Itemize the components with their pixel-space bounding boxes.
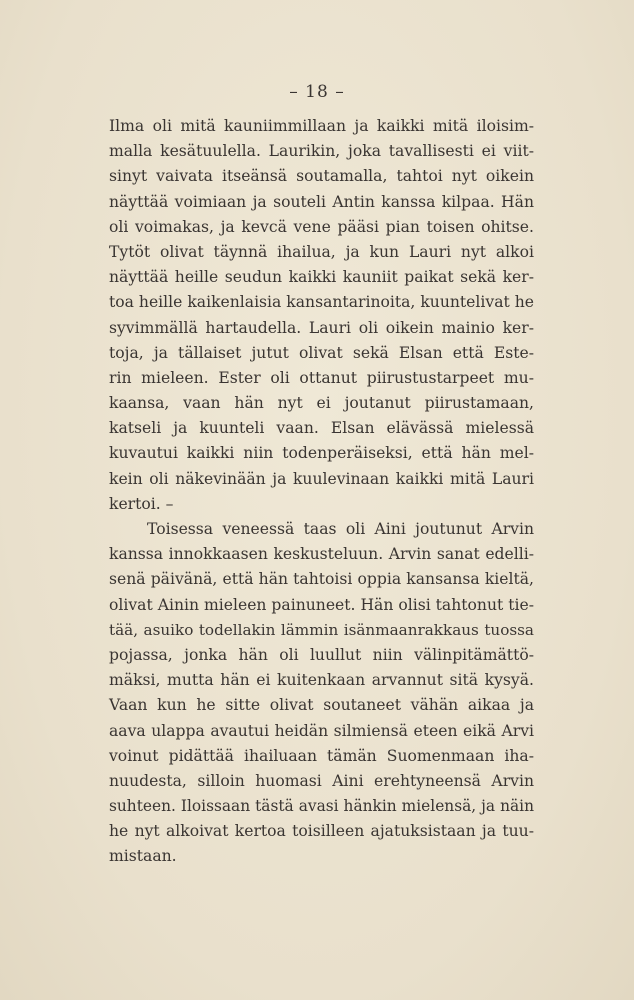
- text-line: Tytöt olivat täynnä ihailua, ja kun Lauri nyt alkoi: [109, 242, 534, 261]
- paragraph-start-line: Toisessa veneessä taas oli Aini joutunut Arvin: [147, 520, 534, 538]
- text-line: kanssa innokkaasen keskusteluun. Arvin sanat edelli-: [109, 545, 534, 564]
- text-line: syvimmällä hartaudella. Lauri oli oikein mainio ker-: [109, 318, 534, 337]
- text-line: toja, ja tällaiset jutut olivat sekä Elsan että Este-: [109, 343, 534, 362]
- text-line: toa heille kaikenlaisia kansantarinoita, kuuntelivat he: [109, 293, 534, 312]
- text-line: voinut pidättää ihailuaan tämän Suomenmaan iha-: [109, 746, 534, 765]
- text-line: kaansa, vaan hän nyt ei joutanut piirustamaan,: [109, 394, 534, 413]
- text-line: pojassa, jonka hän oli luullut niin välinpitämättö-: [109, 645, 534, 664]
- text-line: oli voimakas, ja kevcä vene pääsi pian toisen ohitse.: [109, 217, 534, 236]
- text-line: Ilma oli mitä kauniimmillaan ja kaikki mitä iloisim-: [109, 117, 534, 135]
- body-text: [109, 114, 534, 870]
- paragraph-end-line: kertoi. –: [109, 494, 174, 513]
- text-line: senä päivänä, että hän tahtoisi oppia kansansa kieltä,: [109, 570, 534, 589]
- text-line: rin mieleen. Ester oli ottanut piirustustarpeet mu-: [109, 368, 534, 387]
- text-line: olivat Ainin mieleen painuneet. Hän olisi tahtonut tie-: [109, 595, 534, 614]
- text-line: sinyt vaivata itseänsä soutamalla, tahtoi nyt oikein: [109, 167, 534, 186]
- text-line: kein oli näkevinään ja kuulevinaan kaikki mitä Lauri: [109, 469, 534, 488]
- page-number: – 18 –: [289, 82, 345, 102]
- text-line: suhteen. Iloissaan tästä avasi hänkin mielensä, ja näin: [109, 797, 534, 816]
- text-line: aava ulappa avautui heidän silmiensä eteen eikä Arvi: [109, 721, 534, 740]
- text-line: mäksi, mutta hän ei kuitenkaan arvannut sitä kysyä.: [109, 671, 534, 690]
- text-line: näyttää voimiaan ja souteli Antin kanssa kilpaa. Hän: [109, 192, 534, 211]
- text-line: malla kesätuulella. Laurikin, joka tavallisesti ei viit-: [109, 142, 534, 161]
- text-line: kuvautui kaikki niin todenperäiseksi, että hän mel-: [109, 444, 534, 463]
- text-line: katseli ja kuunteli vaan. Elsan elävässä mielessä: [109, 419, 534, 438]
- paragraph-end-line: mistaan.: [109, 847, 177, 866]
- text-line: he nyt alkoivat kertoa toisilleen ajatuksistaan ja tuu-: [109, 822, 534, 841]
- text-line: nuudesta, silloin huomasi Aini erehtyneensä Arvin: [109, 771, 534, 790]
- text-line: näyttää heille seudun kaikki kauniit paikat sekä ker-: [109, 268, 534, 287]
- text-line: Vaan kun he sitte olivat soutaneet vähän aikaa ja: [109, 696, 534, 715]
- text-line: tää, asuiko todellakin lämmin isänmaanrakkaus tuossa: [109, 620, 534, 639]
